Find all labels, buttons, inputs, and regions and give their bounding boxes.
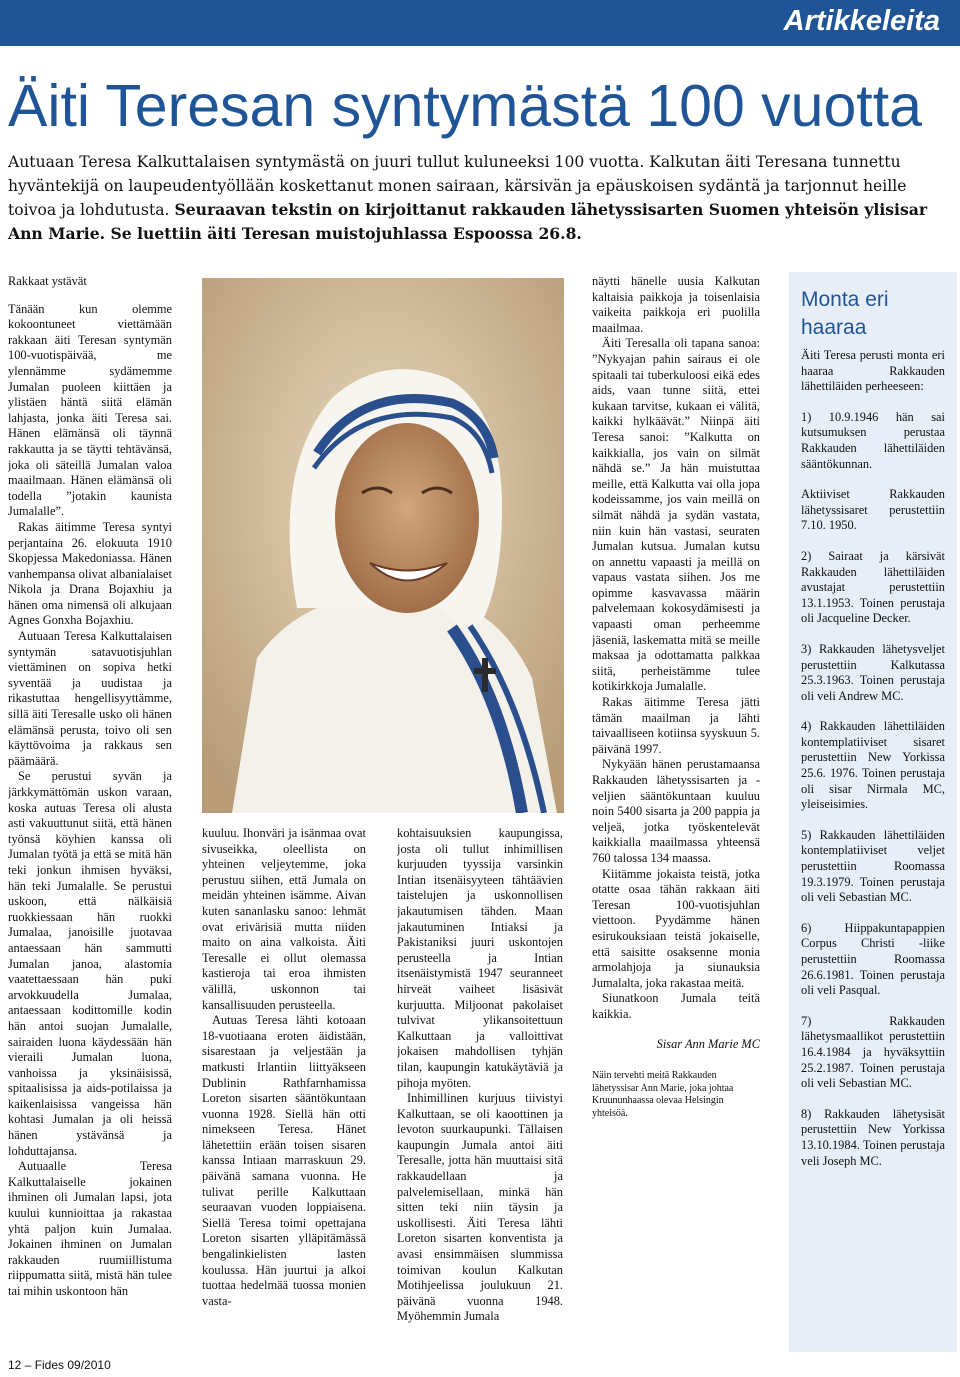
sidebar-intro: Äiti Teresa perusti monta eri haaraa Rakkauden lähettiläiden perheeseen: (801, 348, 945, 394)
author-note: Näin tervehti meitä Rakkauden lähetyssisar Ann Marie, joka johtaa Kruununhaassa olevaa Helsingin yhteisöä. (592, 1070, 734, 1119)
sidebar-box (789, 272, 957, 1352)
paragraph: kuuluu. Ihonväri ja isänmaa ovat sivuseikka, oleellista on yhteinen veljeytemme, joka perustuu siihen, että Jumala on meidän yhteinen isämme. Aivan kuten sananlasku sanoo: lehmät ovat erivärisiä mutta niiden maito on aina valkoista. Äiti Teresalle ei ollut olemassa kastieroja tai eroa ihmisten välillä, uskonnon tai kansallisuuden perusteella. (202, 826, 366, 1012)
column-4 (592, 274, 760, 1214)
sidebar-item: 7) Rakkauden lähetysmaallikot perustettiin 16.4.1984 ja hyväksyttiin 25.2.1987. Toinen perustaja oli veli Sebastian MC. (801, 1013, 945, 1091)
lead-intro: Autuaan Teresa Kalkuttalaisen syntymästä on juuri tullut kuluneeksi 100 vuotta. Kalkutan äiti Teresana tunnettu hyväntekijä on laupeudentyöllään koskettanut monen sairaan, kärsivän ja epäuskoisen sydäntä ja tarjonnut heille toivoa ja lohdutusta. (8, 153, 907, 219)
salutation: Rakkaat ystävät (8, 274, 87, 288)
paragraph: Siunatkoon Jumala teitä kaikkia. (592, 991, 760, 1021)
column-2 (202, 826, 366, 1336)
paragraph: Nykyään hänen perustamaansa Rakkauden lähetyssisarten ja -veljien sääntökuntaan kuuluu noin 5400 sisarta ja 200 pappia ja veljeä, jotka työskentelevät kaikkialla maailmassa yhteensä 760 talossa 134 maassa. (592, 757, 760, 865)
sidebar-item: 5) Rakkauden lähettiläiden kontemplatiiviset veljet perustettiin Roomassa 19.3.1979. Toinen perustaja oli veli Sebastian MC. (801, 827, 945, 905)
column-1 (8, 274, 172, 1334)
paragraph: Rakas äitimme Teresa syntyi perjantaina 26. elokuuta 1910 Skopjessa Makedoniassa. Hänen vanhempansa olivat albanialaiset Nikola ja Drana Bojaxhiu ja hänen oma nimensä oli alkujaan Agnes Gonxha Bojaxhiu. (8, 519, 172, 628)
sidebar-item: 2) Sairaat ja kärsivät Rakkauden lähettiläiden avustajat perustettiin 13.1.1953. Toinen perustaja oli Jacqueline Decker. (801, 548, 945, 626)
paragraph: Autuaalle Teresa Kalkuttalaiselle jokainen ihminen oli Jumalan lapsi, jota kuului kunnioittaa ja rakastaa yhtä paljon kuin Jumalaa. Jokainen ihminen on Jumalan rakkauden ruumiillistuma riippumatta siitä, mistä hän tulee tai mihin uskontoon hän (8, 1159, 172, 1298)
section-header-bar (0, 0, 960, 46)
paragraph: kohtaisuuksien kaupungissa, josta oli tullut inhimillisen kurjuuden tyyssija varsinkin Intian itsenäisyyteen tähtäävien taistelujen ja uskonnollisen jakautumisen tähden. Maan jakautuminen Intiaksi ja Pakistaniksi juuri uskontojen perusteella ja Intian itsenäistymistä 1947 seuranneet hirveät vaiheet lisäsivät kurjuutta. Miljoonat pakolaiset tulvivat ylikansoitettuun Kalkuttaan ja valloittivat jokaisen mahdollisen tyhjän tilan, kaupungin katukäytäviä ja pihoja myöten. (397, 826, 563, 1090)
article-lead (8, 150, 953, 246)
paragraph: Äiti Teresalla oli tapana sanoa: ”Nykyajan pahin sairaus ei ole spitaali tai tuberkuloosi eikä edes aids, vaan tunne siitä, ettei kukaan tarvitse, kukaan ei välitä, kaikki hylkäävät.” Niinpä äiti Teresa sanoi: ”Kalkutta on kaikkialla, jos vain on silmät nähdä se.” Ja hän muistuttaa meille, että Kalkutta vai olla jopa kodeissamme, jos vain meillä on silmät nähdä ja sydän vastata, niin kuin hän vastasi, seuraten Jumalan kutsua. Jumalan kutsu on annettu vapaasti ja meillä on vapaus vastata siihen. Jos me opimme kasvavassa määrin palvelemaan kokosydämisesti ja vapaasti oman perheemme jäseniä, laskematta mitä se meille maksaa ja odottamatta palkkaa siitä, perheistämme tulee kotikirkkoja Jumalalle. (592, 336, 760, 694)
sidebar-item: 6) Hiippakuntapappien Corpus Christi -liike perustettiin Roomassa 26.6.1981. Toinen perustaja oli veli Pasqual. (801, 920, 945, 998)
sidebar-item: 1) 10.9.1946 hän sai kutsumuksen perustaa Rakkauden lähettiläiden sääntökunnan. (801, 409, 945, 471)
lead-bold: Seuraavan tekstin on kirjoittanut rakkauden lähetyssisarten Suomen yhteisön ylisisar Ann Marie. Se luettiin äiti Teresan muistojuhlassa Espoossa 26.8. (8, 200, 928, 243)
page-footer: 12 – Fides 09/2010 (8, 1358, 111, 1372)
paragraph: näytti hänelle uusia Kalkutan kaltaisia paikkoja ja toisenlaisia vaikeita paikkoja eri puolilla maailmaa. (592, 274, 760, 335)
paragraph: Inhimillinen kurjuus tiivistyi Kalkuttaan, se oli kaoottinen ja levoton suurkaupunki. Tällaisen kaupungin Jumala antoi äiti Teresalle, jotta hän muuttaisi sitä rakkaudellaan ja palvelemisellaan, minkä hän sitten teki niin täysin ja uskollisesti. Äiti Teresa lähti Loreton sisarten konventista ja avasi ensimmäisen slummissa toimivan koulun Kalkutan Motihjeelissa joulukuun 21. päivänä vuonna 1948. Myöhemmin Jumala (397, 1091, 563, 1324)
paragraph: Kiitämme jokaista teistä, jotka otatte osaa tähän rakkaan äiti Teresan 100-vuotisjuhlan viettoon. Pyydämme hänen esirukouksiaan teistä jokaiselle, että saisitte osaksenne monia armolahjoja ja siunauksia Jumalalta, joka rakastaa meitä. (592, 866, 760, 990)
sidebar-item: 4) Rakkauden lähettiläiden kontemplatiiviset sisaret perustettiin New Yorkissa 25.6. 1976. Toinen perustaja oli sisar Nirmala MC, yleiseisimies. (801, 719, 945, 812)
paragraph: Tänään kun olemme kokoontuneet viettämään rakkaan äiti Teresan syntymän 100-vuotispäivää, me ylennämme sydämemme Jumalan puoleen kiittäen ja ylistäen häntä siitä elämän lahjasta, jonka äiti Teresa sai. Hänen elämänsä oli täynnä rakkautta ja se täytti tehtävänsä, joka oli säteillä Jumalan valoa maailmaan. Hänen elämänsä oli todella ”jotakin kaunista Jumalalle”. (8, 301, 172, 519)
portrait-photo (202, 278, 564, 813)
paragraph: Autuas Teresa lähti kotoaan 18-vuotiaana eroten äidistään, sisarestaan ja veljestään ja matkusti Irlantiin liittyäkseen Dublinin Rathfarnhamissa Loreton sisarten sääntökuntaan vuonna 1928. Siellä hän otti nimekseen Teresa. Hänet lähetettiin erään toisen sisaren kanssa Intiaan marraskuun 29. päivänä samana vuonna. He tulivat perille Kalkuttaan seuraavan vuoden loppiaisena. Siellä Teresa toimi opettajana Loreton sisarten ylläpitämässä bengalinkielisten lasten koulussa. Hän juurtui ja alkoi tuottaa hedelmää tuossa monien vasta- (202, 1013, 366, 1308)
mother-teresa-portrait-image (202, 278, 564, 813)
paragraph: Autuaan Teresa Kalkuttalaisen syntymän satavuotisjuhlan viettäminen on sopiva hetki syventää ja uudistaa ja rikastuttaa hengellisyyttämme, sillä äiti Teresalle usko oli hänen elämänsä perusta, toivo oli sen käyttövoima ja rakkaus sen päämäärä. (8, 629, 172, 768)
author-signature: Sisar Ann Marie MC (656, 1036, 760, 1051)
sidebar-item: 8) Rakkauden lähetysisät perustettiin New Yorkissa 13.10.1984. Toinen perustaja veli Joseph MC. (801, 1106, 945, 1168)
section-label: Artikkeleita (783, 5, 940, 37)
sidebar-item: Aktiiviset Rakkauden lähetyssisaret perustettiin 7.10. 1950. (801, 487, 945, 533)
sidebar-item: 3) Rakkauden lähetysveljet perustettiin Kalkutassa 25.3.1963. Toinen perustaja oli veli Andrew MC. (801, 641, 945, 703)
paragraph: Rakas äitimme Teresa jätti tämän maailman ja lähti taivaalliseen kotiinsa syyskuun 5. päivänä 1997. (592, 695, 760, 756)
column-3 (397, 826, 563, 1336)
article-title: Äiti Teresan syntymästä 100 vuotta (8, 73, 922, 139)
sidebar-title: Monta eri haaraa (801, 288, 889, 339)
paragraph: Se perustui syvän ja järkkymättömän uskon varaan, koska autuas Teresa oli alusta asti vakuuttunut siitä, että hänen työnsä köyhien kanssa oli Jumalan työtä ja että se mitä hän teki jonkun ihmisen hyväksi, hän teki Jumalalle. Se perustui uskoon, että nälkäisiä ruokkiessaan hän ruokki Jumalaa, janoisille juotavaa antaessaan hän sammutti Jumalan janoa, alastomia vaatettaessaan hän puki arvokkuudella Jumalaa, antaessaan kodittomille kodin hän antoi suojan Jumalalle, sairaiden luona käydessään hän vieraili Jumalan luona, vanhoissa ja yksinäisissä, spitaalisissa ja aids-potilaissa ja kaikenlaisissa vangeissa hän kohtasi Jumalan ja oli heissä hänen ystävänsä ja lohduttajansa. (8, 769, 172, 1158)
sidebar-body (801, 348, 945, 1169)
